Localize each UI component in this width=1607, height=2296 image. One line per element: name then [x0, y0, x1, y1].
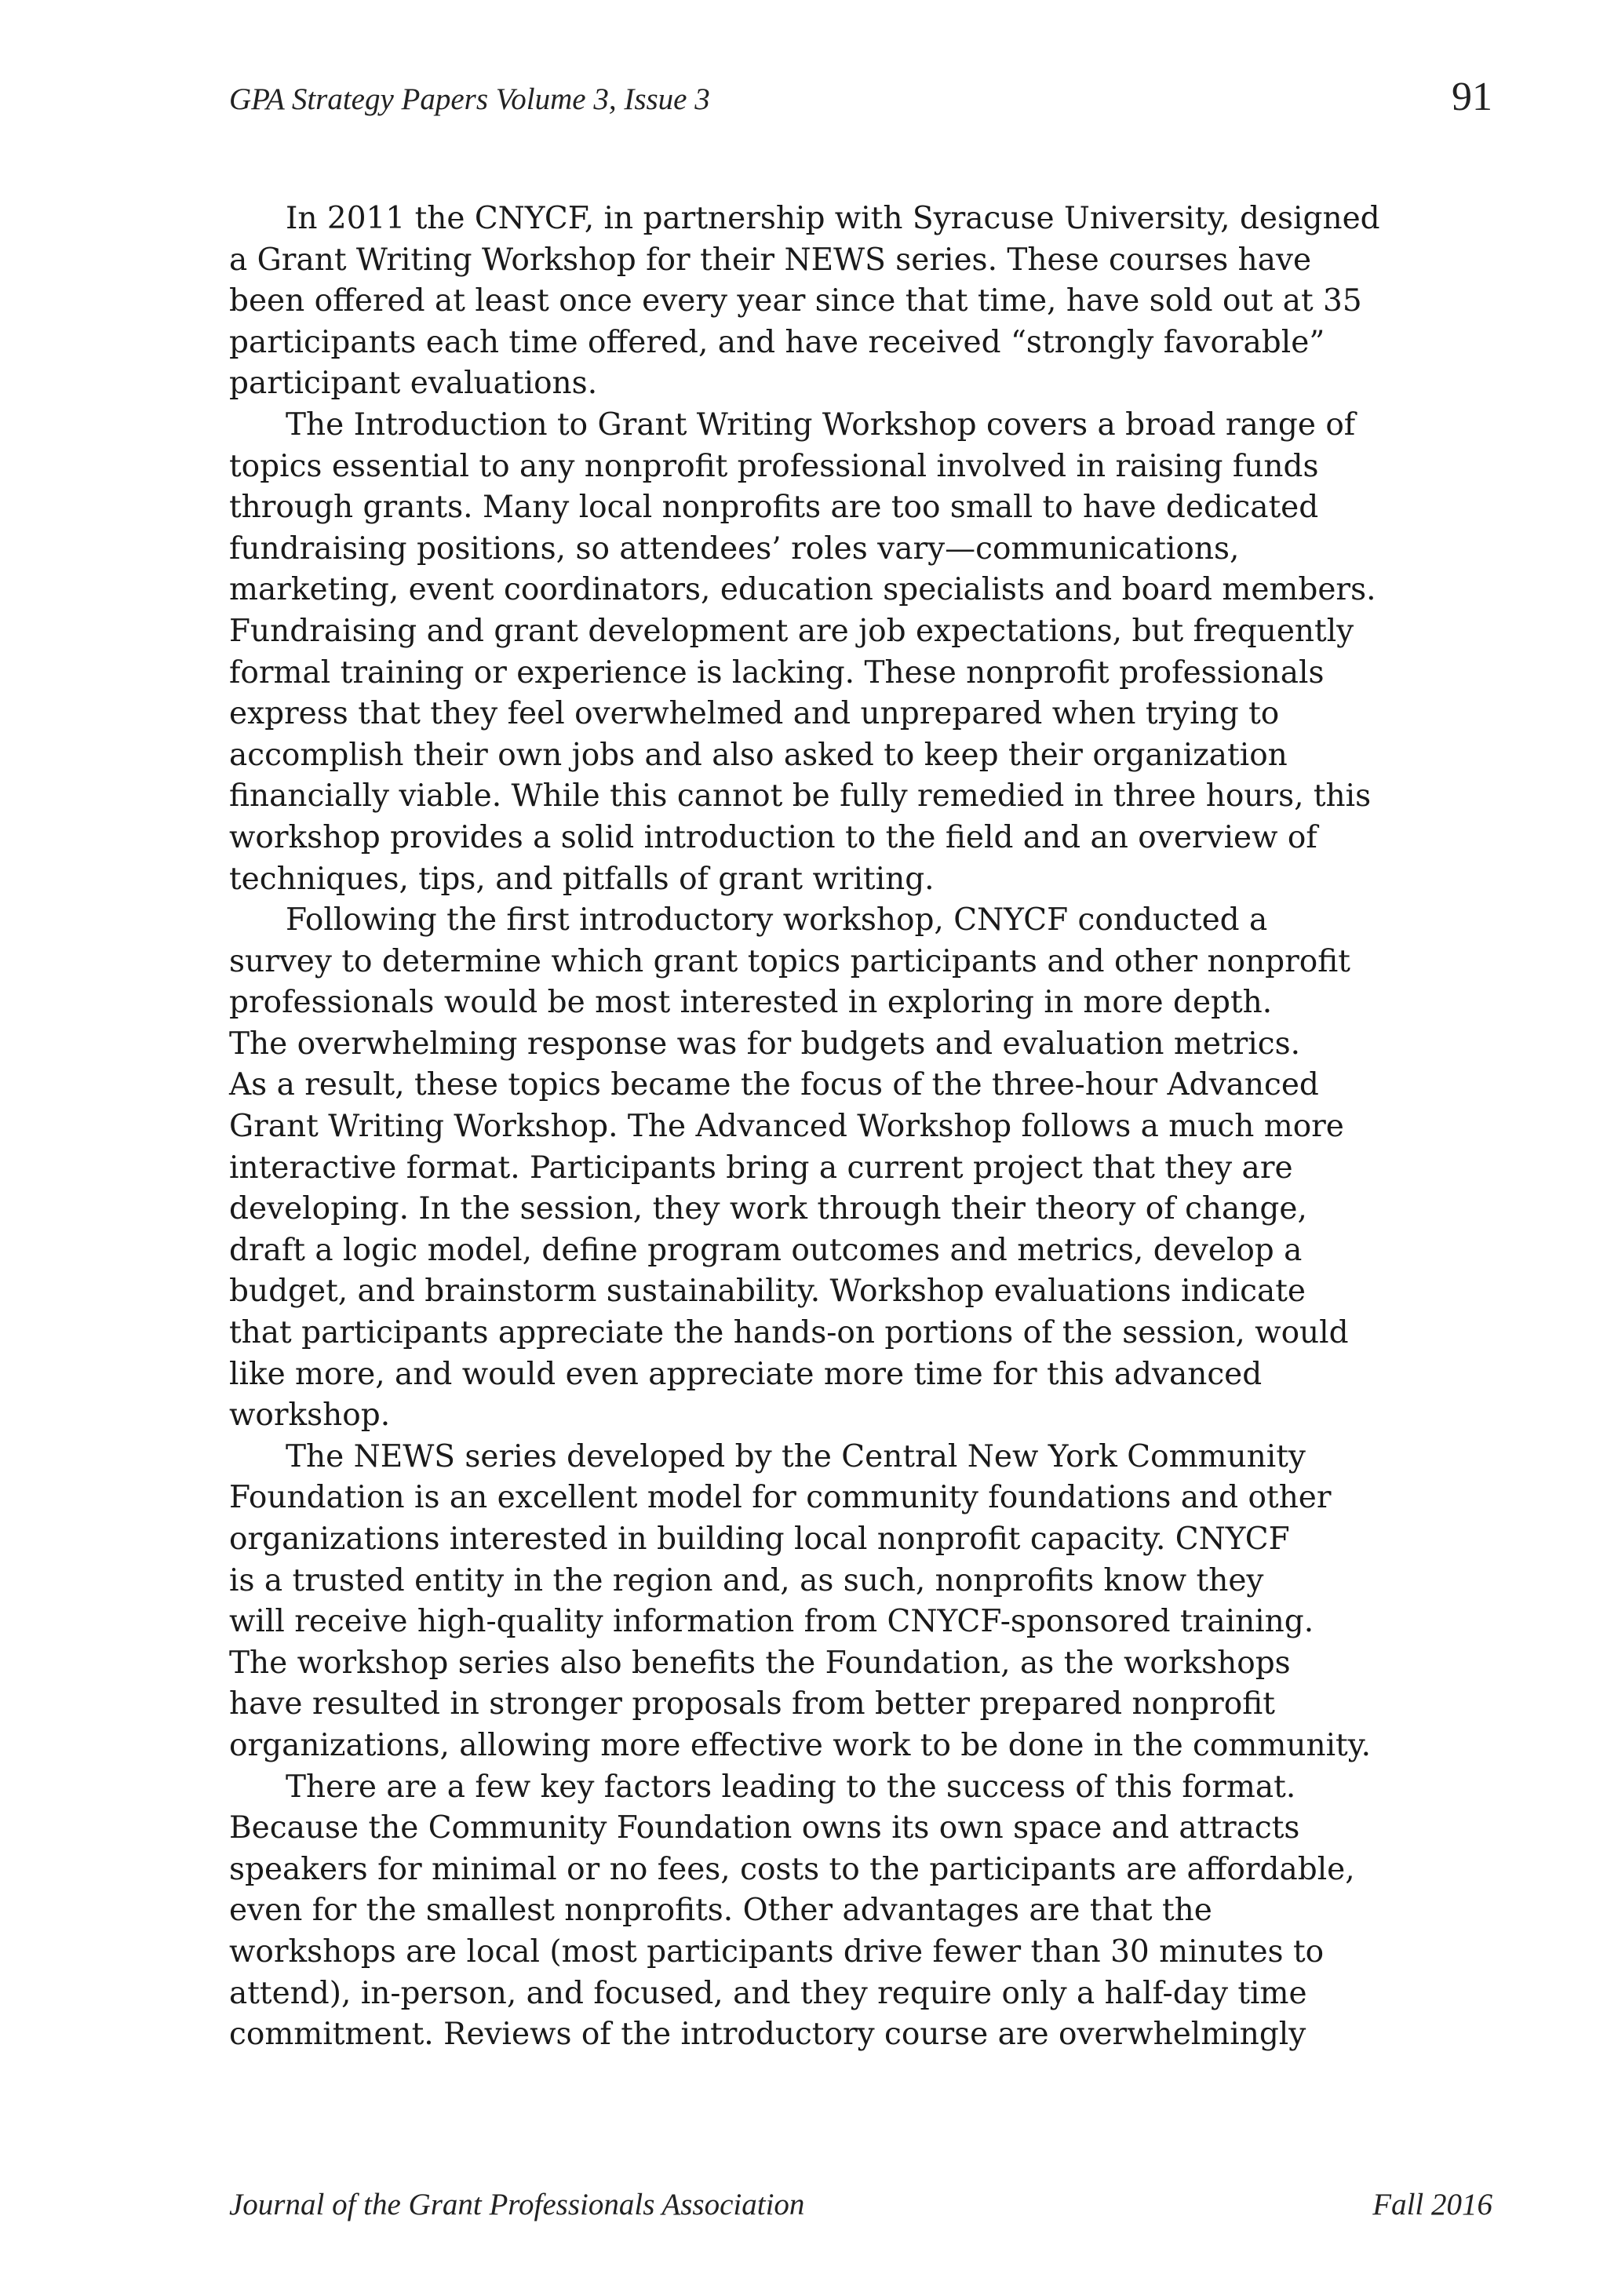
running-head: GPA Strategy Papers Volume 3, Issue 3 [229, 82, 710, 116]
text-line: As a result, these topics became the focus of the three-hour Advanced [229, 1067, 1319, 1103]
text-line: developing. In the session, they work through their theory of change, [229, 1191, 1307, 1227]
text-line: In 2011 the CNYCF, in partnership with Syracuse University, designed [286, 201, 1380, 236]
text-line: formal training or experience is lacking. These nonprofit professionals [229, 654, 1325, 691]
text-line: a Grant Writing Workshop for their NEWS series. These courses have [229, 242, 1312, 278]
footer-issue-date: Fall 2016 [1372, 2188, 1492, 2221]
text-line: Because the Community Foundation owns its own space and attracts [229, 1810, 1300, 1846]
footer-journal-title: Journal of the Grant Professionals Association [229, 2188, 805, 2221]
text-line: The workshop series also benefits the Foundation, as the workshops [229, 1645, 1291, 1681]
text-line: The NEWS series developed by the Central New York Community [286, 1438, 1306, 1474]
text-line: workshop. [229, 1398, 391, 1434]
text-line: Grant Writing Workshop. The Advanced Workshop follows a much more [229, 1109, 1344, 1145]
text-line: budget, and brainstorm sustainability. Workshop evaluations indicate [229, 1274, 1306, 1310]
text-line: interactive format. Participants bring a current project that they are [229, 1150, 1293, 1186]
text-line: attend), in-person, and focused, and they require only a half-day time [229, 1975, 1307, 2011]
paragraph [229, 1437, 1390, 1767]
text-line: workshops are local (most participants drive fewer than 30 minutes to [229, 1933, 1325, 1970]
paragraph [229, 405, 1390, 900]
text-line: Foundation is an excellent model for community foundations and other [229, 1480, 1332, 1516]
text-line: professionals would be most interested in exploring in more depth. [229, 985, 1273, 1021]
text-line: draft a logic model, define program outcomes and metrics, develop a [229, 1232, 1303, 1268]
text-line: will receive high-quality information from CNYCF-sponsored training. [229, 1604, 1314, 1640]
text-line: workshop provides a solid introduction to the field and an overview of [229, 819, 1317, 855]
text-line: The overwhelming response was for budgets and evaluation metrics. [229, 1026, 1300, 1062]
text-line: techniques, tips, and pitfalls of grant writing. [229, 861, 935, 897]
text-line: financially viable. While this cannot be fully remedied in three hours, this [229, 778, 1372, 815]
text-line: Fundraising and grant development are job expectations, but frequently [229, 613, 1354, 649]
text-line: is a trusted entity in the region and, as such, nonprofits know they [229, 1562, 1264, 1598]
text-line: organizations, allowing more effective work to be done in the community. [229, 1727, 1371, 1763]
paragraph [229, 199, 1390, 405]
text-line: even for the smallest nonprofits. Other advantages are that the [229, 1893, 1212, 1929]
text-line: marketing, event coordinators, education specialists and board members. [229, 572, 1376, 608]
text-line: participants each time offered, and have received “strongly favorable” [229, 324, 1325, 360]
text-line: The Introduction to Grant Writing Workshop covers a broad range of [286, 406, 1356, 443]
text-line: have resulted in stronger proposals from better prepared nonprofit [229, 1686, 1275, 1722]
article-body [229, 199, 1390, 2056]
text-line: fundraising positions, so attendees’ roles vary—communications, [229, 530, 1240, 567]
text-line: express that they feel overwhelmed and unprepared when trying to [229, 696, 1280, 732]
text-line: survey to determine which grant topics participants and other nonprofit [229, 943, 1350, 979]
text-line: participant evaluations. [229, 366, 598, 402]
paragraph [229, 1767, 1390, 2056]
text-line: commitment. Reviews of the introductory course are overwhelmingly [229, 2017, 1306, 2053]
text-line: been offered at least once every year since that time, have sold out at 35 [229, 283, 1362, 319]
text-line: Following the first introductory workshop, CNYCF conducted a [286, 902, 1268, 938]
text-line: through grants. Many local nonprofits are too small to have dedicated [229, 490, 1319, 526]
text-line: speakers for minimal or no fees, costs to the participants are affordable, [229, 1851, 1355, 1887]
paragraph [229, 900, 1390, 1437]
text-line: accomplish their own jobs and also asked to keep their organization [229, 737, 1288, 773]
text-line: organizations interested in building local nonprofit capacity. CNYCF [229, 1522, 1290, 1557]
page-number: 91 [1452, 75, 1492, 119]
text-line: topics essential to any nonprofit professional involved in raising funds [229, 448, 1319, 484]
text-line: that participants appreciate the hands-on portions of the session, would [229, 1315, 1349, 1351]
text-line: There are a few key factors leading to the success of this format. [286, 1769, 1296, 1805]
text-line: like more, and would even appreciate more time for this advanced [229, 1356, 1263, 1392]
